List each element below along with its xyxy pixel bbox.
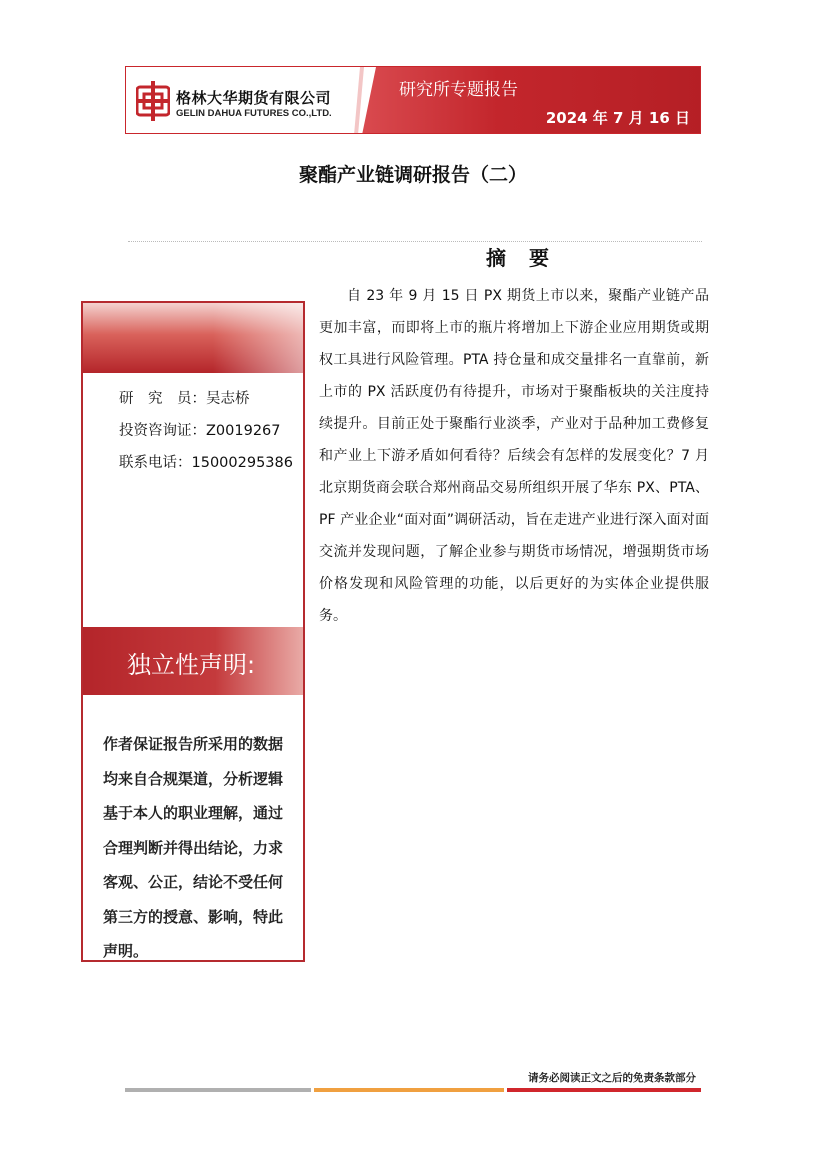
sidebar [81,301,305,962]
abstract-heading: 摘 要 [486,246,557,270]
company-logo-icon [136,81,170,121]
footer-disclaimer-note: 请务必阅读正文之后的免责条款部分 [528,1072,696,1084]
header-banner [125,66,701,134]
page-title: 聚酯产业链调研报告（二） [298,164,527,186]
footer-bar-gray [125,1088,311,1092]
report-date: 2024 年 7 月 16 日 [545,109,690,127]
company-name-cn: 格林大华期货有限公司 [176,89,332,107]
statement-title: 独立性声明: [127,651,256,679]
report-type: 研究所专题报告 [399,80,518,100]
abstract-body: 自 23 年 9 月 15 日 PX 期货上市以来，聚酯产业链产品更加丰富，而即将上市的瓶片将增加上下游企业应用期货或期权工具进行风险管理。PTA 持仓量和成交量排名一直靠前，新上市的 PX 活跃度仍有待提升，市场对于聚酯板块的关注度持续提升。目前正处于聚酯行业淡季，产业对于品种加工费修复和产业上下游矛盾如何看待？后续会有怎样的发展变化？7 月北京期货商会联合郑州商品交易所组织开展了华东 PX、PTA、PF 产业企业“面对面”调研活动，旨在走进产业进行深入面对面交流并发现问题，了解企业参与期货市场情况，增强期货市场价格发现和风险管理的功能，以后更好的为实体企业提供服务。 [319,288,709,624]
divider [128,241,702,242]
statement-header [83,627,303,695]
footer-bar-orange [314,1088,504,1092]
footer-bar-red [507,1088,701,1092]
analyst-license: 投资咨询证：Z0019267 [119,423,281,439]
sidebar-top-band [83,303,303,373]
company-name-en: GELIN DAHUA FUTURES CO.,LTD. [176,108,332,119]
analyst-researcher: 研 究 员：吴志桥 [119,391,250,407]
analyst-phone: 联系电话：15000295386 [119,455,293,471]
banner-stripe [354,67,364,134]
statement-body: 作者保证报告所采用的数据均来自合规渠道，分析逻辑基于本人的职业理解，通过合理判断并得出结论，力求客观、公正，结论不受任何第三方的授意、影响，特此声明。 [103,735,284,960]
